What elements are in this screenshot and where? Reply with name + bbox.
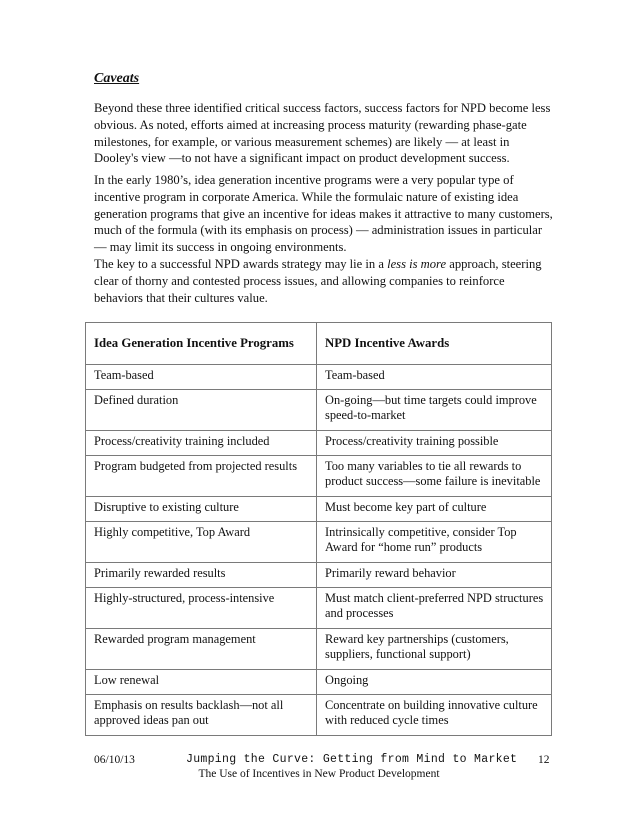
table-cell-npd: Concentrate on building innovative culture with reduced cycle times	[317, 695, 552, 736]
table-cell-idea: Process/creativity training included	[86, 431, 317, 456]
column-header-npd-awards: NPD Incentive Awards	[317, 323, 552, 365]
table-row	[86, 522, 552, 563]
table-cell-idea: Highly-structured, process-intensive	[86, 588, 317, 629]
table-cell-npd: Reward key partnerships (customers, suppliers, functional support)	[317, 629, 552, 670]
table-cell-npd: Team-based	[317, 365, 552, 390]
section-heading: Caveats	[94, 71, 140, 86]
table-header-row	[86, 323, 552, 365]
footer-title: Jumping the Curve: Getting from Mind to Market	[186, 753, 518, 766]
table-row	[86, 365, 552, 390]
table-row	[86, 629, 552, 670]
table-cell-npd: Primarily reward behavior	[317, 563, 552, 588]
table-cell-idea: Rewarded program management	[86, 629, 317, 670]
table-cell-idea: Disruptive to existing culture	[86, 497, 317, 522]
table-cell-npd: On-going—but time targets could improve speed-to-market	[317, 390, 552, 431]
table-row	[86, 695, 552, 736]
table-row	[86, 670, 552, 695]
table-cell-idea: Highly competitive, Top Award	[86, 522, 317, 563]
footer-subtitle: The Use of Incentives in New Product Development	[198, 768, 440, 780]
table-cell-idea: Primarily rewarded results	[86, 563, 317, 588]
table-cell-npd: Must become key part of culture	[317, 497, 552, 522]
table-cell-idea: Emphasis on results backlash—not all approved ideas pan out	[86, 695, 317, 736]
table-cell-idea: Program budgeted from projected results	[86, 456, 317, 497]
table-cell-npd: Intrinsically competitive, consider Top Award for “home run” products	[317, 522, 552, 563]
table-row	[86, 390, 552, 431]
table-cell-idea: Defined duration	[86, 390, 317, 431]
table-cell-npd: Must match client-preferred NPD structures and processes	[317, 588, 552, 629]
table-row	[86, 431, 552, 456]
paragraph-text-after: approach, steering clear of thorny and contested process issues, and allowing companies to reinforce behaviors that their cultures value.	[94, 257, 542, 305]
table-row	[86, 563, 552, 588]
paragraph-text-before: The key to a successful NPD awards strategy may lie in a	[94, 257, 388, 271]
table-row	[86, 456, 552, 497]
page-number: 12	[538, 754, 550, 766]
table-cell-npd: Too many variables to tie all rewards to product success—some failure is inevitable	[317, 456, 552, 497]
paragraph-success-factors: Beyond these three identified critical success factors, success factors for NPD become less obvious. As noted, efforts aimed at increasing process maturity (rewarding phase-gate milestones, for example, or various measurement schemes) are likely — at least in Dooley's view —to not have a significant impact on product development success.	[94, 101, 551, 166]
table-cell-npd: Ongoing	[317, 670, 552, 695]
table-cell-idea: Low renewal	[86, 670, 317, 695]
table-cell-npd: Process/creativity training possible	[317, 431, 552, 456]
footer-date: 06/10/13	[94, 754, 135, 766]
paragraph-emphasis: less is more	[387, 257, 447, 271]
comparison-table	[85, 322, 552, 736]
paragraph-idea-generation: In the early 1980’s, idea generation incentive programs were a very popular type of incentive program in corporate America. While the formulaic nature of existing idea generation programs that give an incentive for ideas makes it attractive to many customers, much of the formula (with its emphasis on process) — administration issues in particular — may limit its success in ongoing environments.	[94, 173, 553, 255]
table-row	[86, 497, 552, 522]
table-row	[86, 588, 552, 629]
column-header-idea-generation: Idea Generation Incentive Programs	[86, 323, 317, 365]
table-cell-idea: Team-based	[86, 365, 317, 390]
paragraph-less-is-more	[94, 256, 554, 306]
